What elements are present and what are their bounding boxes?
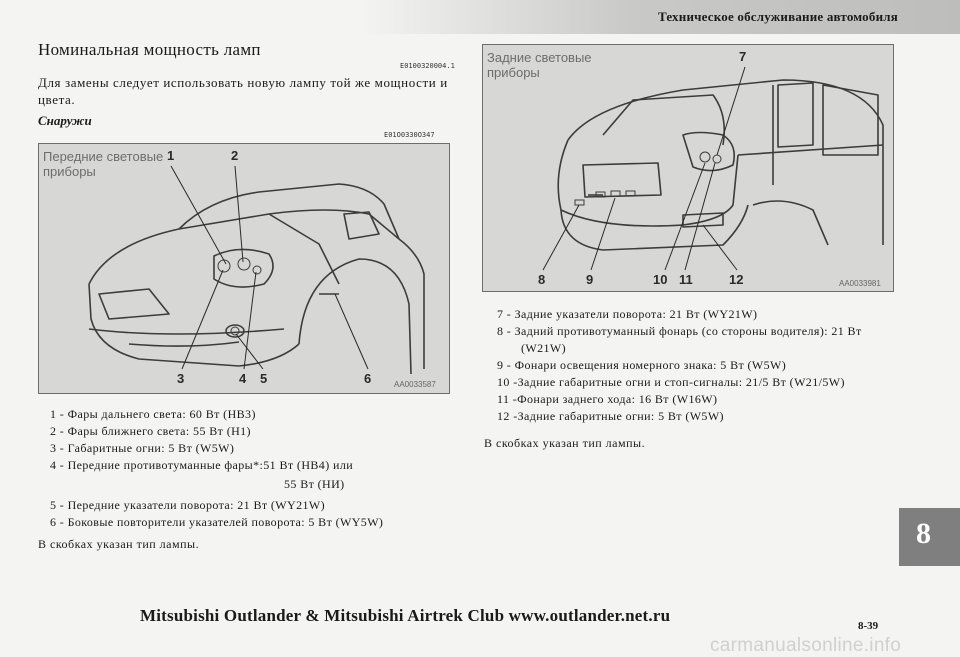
callout-12: 12 bbox=[729, 272, 744, 287]
list-item: 8 - Задний противотуманный фонарь (со стороны водителя): 21 Вт bbox=[497, 324, 862, 338]
list-item: 5 - Передние указатели поворота: 21 Вт (WY21W) bbox=[50, 498, 325, 512]
page-header-title: Техническое обслуживание автомобиля bbox=[657, 9, 898, 24]
callout-7: 7 bbox=[739, 49, 747, 64]
bulb-type-note-left: В скобках указан тип лампы. bbox=[38, 537, 200, 551]
rear-figure-label: Задние световые приборы bbox=[487, 50, 592, 80]
list-item: 2 - Фары ближнего света: 55 Вт (Н1) bbox=[50, 424, 251, 438]
callout-6: 6 bbox=[364, 371, 372, 386]
list-item: (W21W) bbox=[521, 341, 567, 355]
rear-figure-code: AA0033981 bbox=[839, 279, 881, 288]
list-item: 3 - Габаритные огни: 5 Вт (W5W) bbox=[50, 441, 235, 455]
watermark: carmanualsonline.info bbox=[710, 635, 902, 656]
list-item: 7 - Задние указатели поворота: 21 Вт (WY21W) bbox=[497, 307, 758, 321]
intro-line-2: цвета. bbox=[38, 92, 76, 107]
section-title: Номинальная мощность ламп bbox=[38, 40, 261, 59]
callout-1: 1 bbox=[167, 148, 175, 163]
section-code: E0100320004.1 bbox=[400, 62, 455, 70]
callout-2: 2 bbox=[231, 148, 239, 163]
chapter-number: 8 bbox=[916, 517, 931, 550]
callout-10: 10 bbox=[653, 272, 668, 287]
exterior-subtitle: Снаружи bbox=[38, 113, 92, 128]
front-lamp-list bbox=[50, 406, 383, 531]
footer-club-link[interactable]: Mitsubishi Outlander & Mitsubishi Airtrek Club www.outlander.net.ru bbox=[140, 606, 671, 625]
callout-9: 9 bbox=[586, 272, 594, 287]
list-item: 11 -Фонари заднего хода: 16 Вт (W16W) bbox=[497, 392, 718, 406]
page-number: 8-39 bbox=[858, 620, 879, 632]
bulb-type-note-right: В скобках указан тип лампы. bbox=[484, 436, 646, 450]
front-figure-label: Передние световые приборы bbox=[43, 149, 164, 179]
list-item: 55 Вт (НИ) bbox=[284, 477, 345, 491]
exterior-code: E01O0330O347 bbox=[384, 131, 435, 139]
intro-line-1: Для замены следует использовать новую лампу той же мощности и bbox=[38, 75, 448, 90]
rear-lamp-list bbox=[497, 306, 862, 425]
rear-car-illustration bbox=[483, 45, 893, 291]
list-item: 4 - Передние противотуманные фары*:51 Вт (НВ4) или bbox=[50, 458, 354, 472]
front-car-illustration bbox=[39, 144, 449, 393]
callout-3: 3 bbox=[177, 371, 185, 386]
list-item: 10 -Задние габаритные огни и стоп-сигналы: 21/5 Вт (W21/5W) bbox=[497, 375, 845, 389]
list-item: 9 - Фонари освещения номерного знака: 5 Вт (W5W) bbox=[497, 358, 787, 372]
front-figure-code: AA0033587 bbox=[394, 380, 436, 389]
list-item: 12 -Задние габаритные огни: 5 Вт (W5W) bbox=[497, 409, 724, 423]
callout-4: 4 bbox=[239, 371, 247, 386]
list-item: 1 - Фары дальнего света: 60 Вт (НВ3) bbox=[50, 407, 256, 421]
front-lights-figure bbox=[38, 143, 450, 394]
list-item: 6 - Боковые повторители указателей поворота: 5 Вт (WY5W) bbox=[50, 515, 384, 529]
rear-lights-figure bbox=[482, 44, 894, 292]
callout-8: 8 bbox=[538, 272, 546, 287]
callout-11: 11 bbox=[679, 272, 693, 287]
chapter-tab bbox=[899, 508, 960, 566]
intro-paragraph bbox=[38, 74, 448, 108]
callout-5: 5 bbox=[260, 371, 268, 386]
